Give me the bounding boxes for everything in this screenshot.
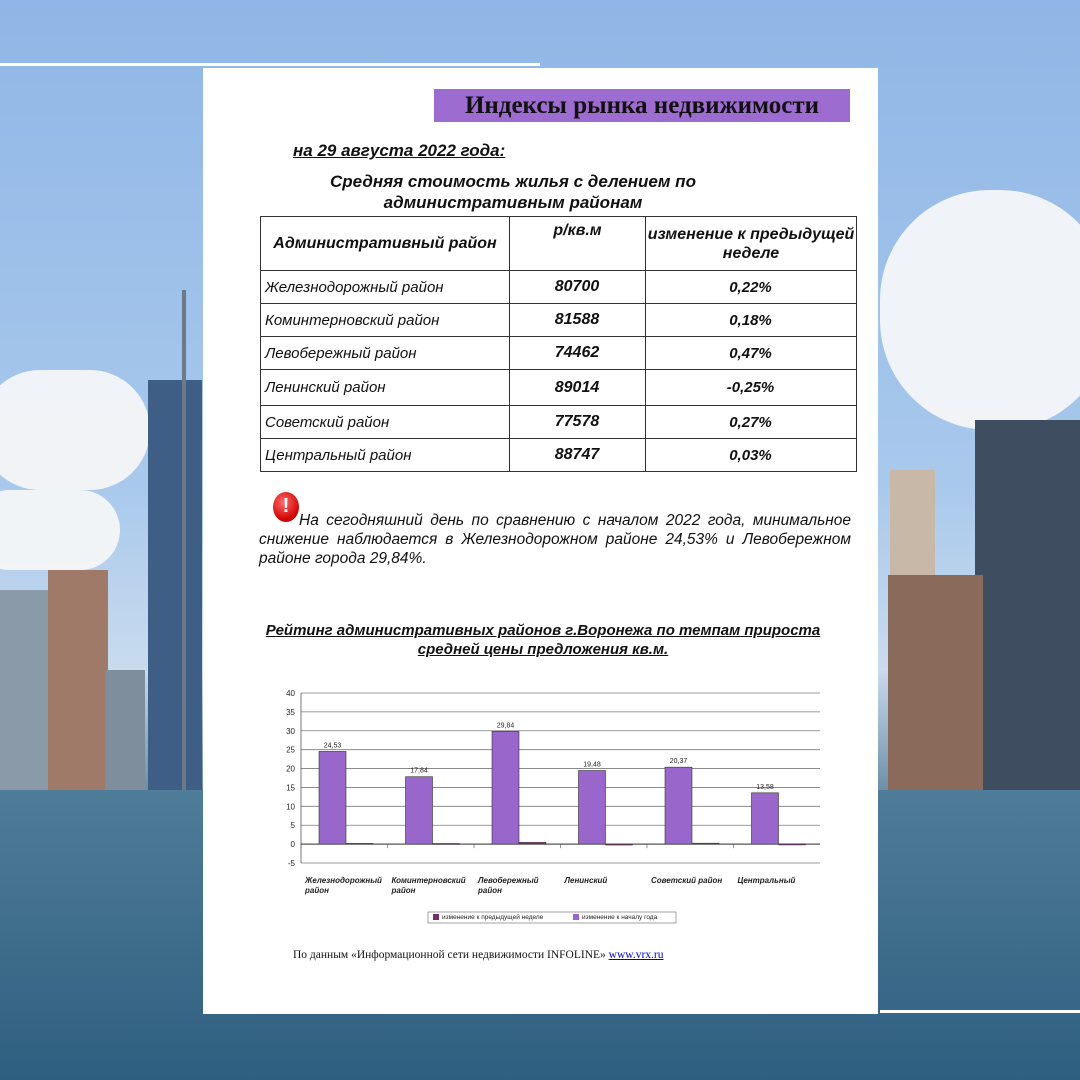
bar-week-change [433, 843, 460, 844]
data-label: 29,84 [496, 722, 515, 730]
table-row [261, 370, 857, 406]
bar-year-change [492, 731, 519, 844]
frame-line [880, 1010, 1080, 1013]
y-tick-label: 10 [286, 802, 295, 812]
y-tick-label: 25 [286, 745, 295, 755]
bar-week-change [779, 844, 806, 845]
bar-year-change [752, 793, 779, 844]
bar-year-change [406, 777, 433, 844]
cell-price: 89014 [510, 370, 646, 406]
cell-change: 0,03% [646, 439, 857, 472]
data-label: 20,37 [669, 758, 688, 766]
legend-label-week: изменение к предыдущей неделе [442, 914, 544, 921]
antenna [182, 290, 186, 790]
cell-district: Левобережный район [261, 337, 510, 370]
chart-title: Рейтинг административных районов г.Воронежа по темпам прироста средней цены предложения кв.м. [265, 622, 821, 658]
bar-week-change [346, 843, 373, 844]
price-table [260, 216, 857, 472]
cell-price: 74462 [510, 337, 646, 370]
data-label: 24,53 [323, 742, 342, 750]
cloud [0, 490, 120, 570]
building [888, 575, 983, 790]
y-tick-label: 35 [286, 707, 295, 717]
cell-change: 0,22% [646, 271, 857, 304]
cloud [0, 370, 150, 490]
data-label: 17,84 [410, 767, 428, 775]
cloud [880, 190, 1080, 430]
skyscraper [148, 380, 202, 790]
page-title: Индексы рынка недвижимости [464, 92, 820, 119]
legend-swatch-year [573, 914, 579, 920]
y-tick-label: 15 [286, 783, 295, 793]
bar-year-change [579, 771, 606, 845]
x-tick-label: Железнодорожный [305, 876, 382, 885]
x-tick-label: Ленинский [564, 876, 608, 885]
bar-year-change [665, 767, 692, 844]
cell-change: 0,27% [646, 406, 857, 439]
summary-note: На сегодняшний день по сравнению с началом 2022 года, минимальное снижение наблюдается в Железнодорожном районе 24,53% и Левобережном районе города 29,84%. [259, 512, 851, 567]
x-tick-label: Левобережный [478, 876, 539, 885]
cell-price: 81588 [510, 304, 646, 337]
y-tick-label: 20 [286, 764, 295, 774]
cell-district: Коминтерновский район [261, 304, 510, 337]
bar-week-change [692, 843, 719, 844]
data-label: 13,58 [756, 783, 774, 791]
footer-text: По данным «Информационной сети недвижимости INFOLINE» [293, 949, 606, 961]
y-tick-label: 0 [290, 840, 295, 850]
cell-price: 77578 [510, 406, 646, 439]
building [105, 670, 145, 790]
building [48, 570, 108, 790]
legend-label-year: изменение к началу года [582, 914, 658, 921]
header-price: р/кв.м [510, 217, 646, 271]
y-tick-label: 40 [286, 689, 295, 698]
header-change: изменение к предыдущей неделе [646, 217, 857, 271]
table-row [261, 271, 857, 304]
report-sheet [203, 68, 878, 1014]
footer-link[interactable]: www.vrx.ru [608, 949, 664, 961]
x-tick-label: район [305, 886, 329, 895]
y-tick-label: -5 [287, 859, 295, 868]
bar-week-change [606, 844, 633, 845]
table-header-row [261, 217, 857, 271]
bar-week-change [519, 842, 546, 844]
exclamation-icon: ! [273, 492, 299, 522]
frame-line [0, 63, 540, 66]
cell-district: Ленинский район [261, 370, 510, 406]
bar-year-change [319, 751, 346, 844]
data-label: 19,48 [583, 761, 601, 769]
x-tick-label: Центральный [737, 876, 796, 885]
x-tick-label: район [391, 886, 416, 895]
y-tick-label: 30 [286, 726, 295, 736]
title-highlight [434, 89, 850, 122]
x-tick-label: район [478, 886, 502, 895]
cell-change: -0,25% [646, 370, 857, 406]
table-row [261, 304, 857, 337]
cell-price: 88747 [510, 439, 646, 472]
table-caption: Средняя стоимость жилья с делением по административным районам [330, 172, 696, 212]
cell-change: 0,18% [646, 304, 857, 337]
footer-source [293, 949, 664, 961]
table-row [261, 406, 857, 439]
x-tick-label: Коминтерновский [391, 876, 466, 885]
cell-change: 0,47% [646, 337, 857, 370]
y-tick-label: 5 [290, 821, 295, 831]
legend-swatch-week [433, 914, 439, 920]
bar-chart [283, 683, 843, 933]
building [0, 590, 50, 790]
report-date: на 29 августа 2022 года: [293, 141, 506, 160]
table-row [261, 337, 857, 370]
table-row [261, 439, 857, 472]
header-district: Административный район [261, 217, 510, 271]
cell-price: 80700 [510, 271, 646, 304]
cell-district: Железнодорожный район [261, 271, 510, 304]
cell-district: Советский район [261, 406, 510, 439]
x-tick-label: Советский район [651, 876, 723, 885]
building [975, 420, 1080, 790]
cell-district: Центральный район [261, 439, 510, 472]
